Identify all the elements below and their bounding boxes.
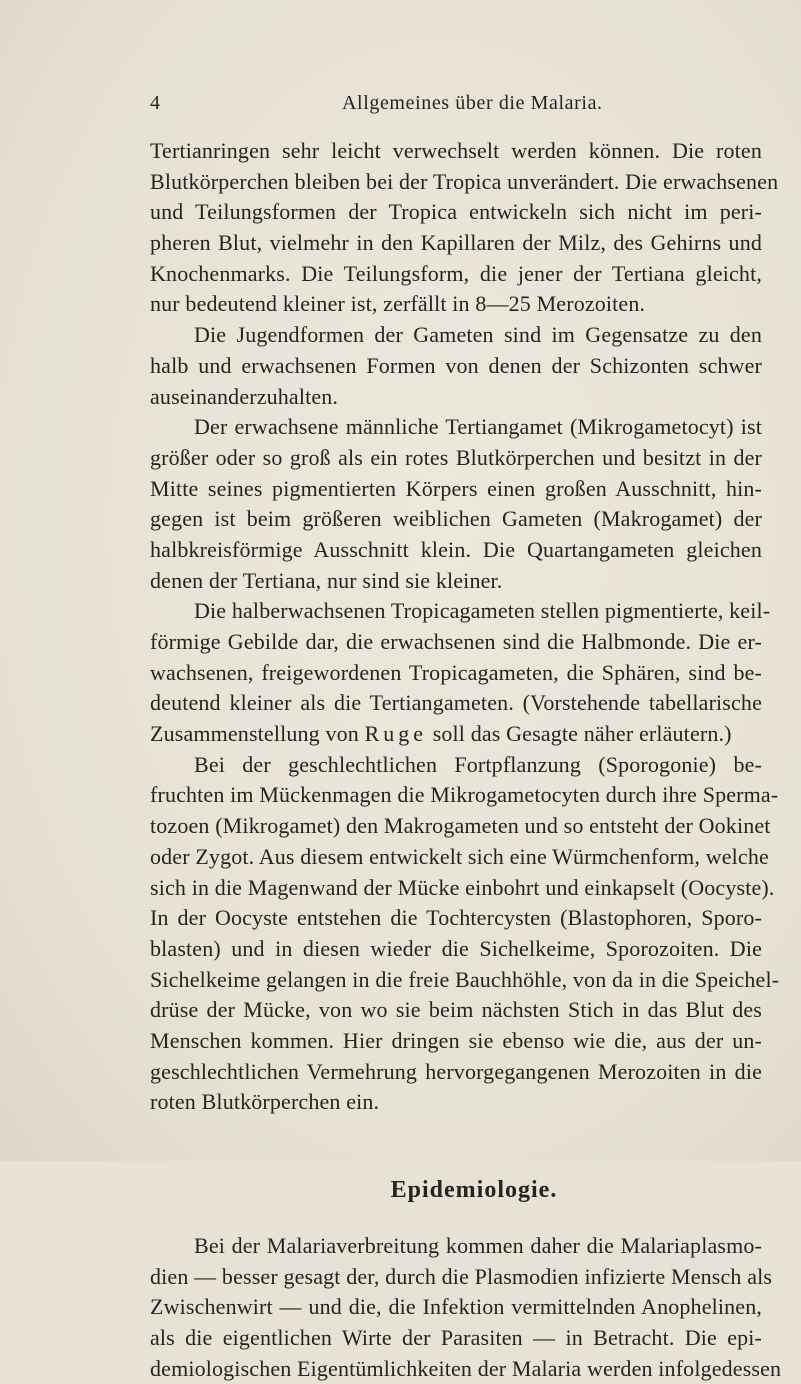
- text-span: Zusammenstellung von: [150, 721, 359, 747]
- text-line: größer oder so groß als ein rotes Blutkörperchen und besitzt in der: [150, 444, 762, 470]
- paragraph: [150, 320, 762, 412]
- text-line: Zwischenwirt — und die, die Infektion vermittelnden Anophelinen,: [150, 1294, 762, 1320]
- text-line: Menschen kommen. Hier dringen sie ebenso wie die, aus der un-: [150, 1027, 762, 1053]
- text-line: wachsenen, freigewordenen Tropicagameten, die Sphären, sind be-: [150, 659, 762, 685]
- text-line: gegen ist beim größeren weiblichen Gameten (Makrogamet) der: [150, 506, 762, 532]
- text-line: Bei der geschlechtlichen Fortpflanzung (Sporogonie) be-: [194, 751, 762, 777]
- text-line: blasten) und in diesen wieder die Sichelkeime, Sporozoiten. Die: [150, 935, 762, 961]
- text-line: nur bedeutend kleiner ist, zerfällt in 8—25 Merozoiten.: [150, 291, 646, 317]
- text-line: tozoen (Mikrogamet) den Makrogameten und so entsteht der Ookinet: [150, 813, 771, 839]
- paragraph: [150, 596, 771, 749]
- text-line: geschlechtlichen Vermehrung hervorgegangenen Merozoiten in die: [150, 1058, 762, 1084]
- running-head: Allgemeines über die Malaria.: [342, 92, 603, 114]
- text-line: Knochenmarks. Die Teilungsform, die jener der Tertiana gleicht,: [150, 260, 762, 286]
- text-line: förmige Gebilde dar, die erwachsenen sind die Halbmonde. Die er-: [150, 629, 762, 654]
- page-number: 4: [150, 92, 161, 114]
- text-line: pheren Blut, vielmehr in den Kapillaren der Milz, des Gehirns und: [150, 230, 762, 256]
- page-body: [150, 136, 782, 1384]
- text-line: drüse der Mücke, von wo sie beim nächsten Stich in das Blut des: [150, 997, 762, 1023]
- text-line: Mitte seines pigmentierten Körpers einen großen Ausschnitt, hin-: [150, 475, 762, 501]
- text-line: halbkreisförmige Ausschnitt klein. Die Quartangameten gleichen: [150, 536, 762, 562]
- text-line: roten Blutkörperchen ein.: [150, 1089, 380, 1115]
- text-line: oder Zygot. Aus diesem entwickelt sich eine Würmchenform, welche: [150, 843, 769, 869]
- paragraph: [150, 1231, 782, 1384]
- text-line: demiologischen Eigentümlichkeiten der Malaria werden infolgedessen: [150, 1355, 782, 1381]
- paragraph: [150, 412, 762, 596]
- text-line: Die Jugendformen der Gameten sind im Gegensatze zu den: [194, 322, 762, 348]
- paragraph: [150, 750, 780, 1118]
- text-line: denen der Tertiana, nur sind sie kleiner.: [150, 567, 503, 593]
- text-span: soll das Gesagte näher erläutern.): [432, 721, 732, 747]
- page-header: [150, 92, 750, 122]
- text-line: [150, 719, 762, 750]
- paragraph: [150, 136, 779, 320]
- text-line: Blutkörperchen bleiben bei der Tropica unverändert. Die erwachsenen: [150, 168, 779, 194]
- text-line: fruchten im Mückenmagen die Mikrogametocyten durch ihre Sperma-: [150, 782, 779, 808]
- text-line: Die halberwachsenen Tropicagameten stellen pigmentierte, keil-: [194, 598, 771, 624]
- text-line: als die eigentlichen Wirte der Parasiten — in Betracht. Die epi-: [150, 1325, 762, 1351]
- text-line: halb und erwachsenen Formen von denen der Schizonten schwer: [150, 352, 762, 378]
- text-line: deutend kleiner als die Tertiangameten. (Vorstehende tabellarische: [150, 690, 762, 716]
- text-line: Der erwachsene männliche Tertiangamet (Mikrogametocyt) ist: [194, 414, 762, 440]
- text-line: dien — besser gesagt der, durch die Plasmodien infizierte Mensch als: [150, 1263, 773, 1289]
- author-name: Ruge: [364, 721, 428, 747]
- text-line: In der Oocyste entstehen die Tochtercysten (Blastophoren, Sporo-: [150, 905, 762, 931]
- text-line: sich in die Magenwand der Mücke einbohrt und einkapselt (Oocyste).: [150, 874, 775, 900]
- text-line: Bei der Malariaverbreitung kommen daher die Malariaplasmo-: [194, 1233, 762, 1258]
- text-line: Tertianringen sehr leicht verwechselt werden können. Die roten: [150, 138, 762, 163]
- text-line: auseinanderzuhalten.: [150, 383, 339, 409]
- text-line: Sichelkeime gelangen in die freie Bauchhöhle, von da in die Speichel-: [150, 966, 780, 992]
- text-line: und Teilungsformen der Tropica entwickeln sich nicht im peri-: [150, 199, 762, 225]
- section-heading: Epidemiologie.: [390, 1177, 558, 1203]
